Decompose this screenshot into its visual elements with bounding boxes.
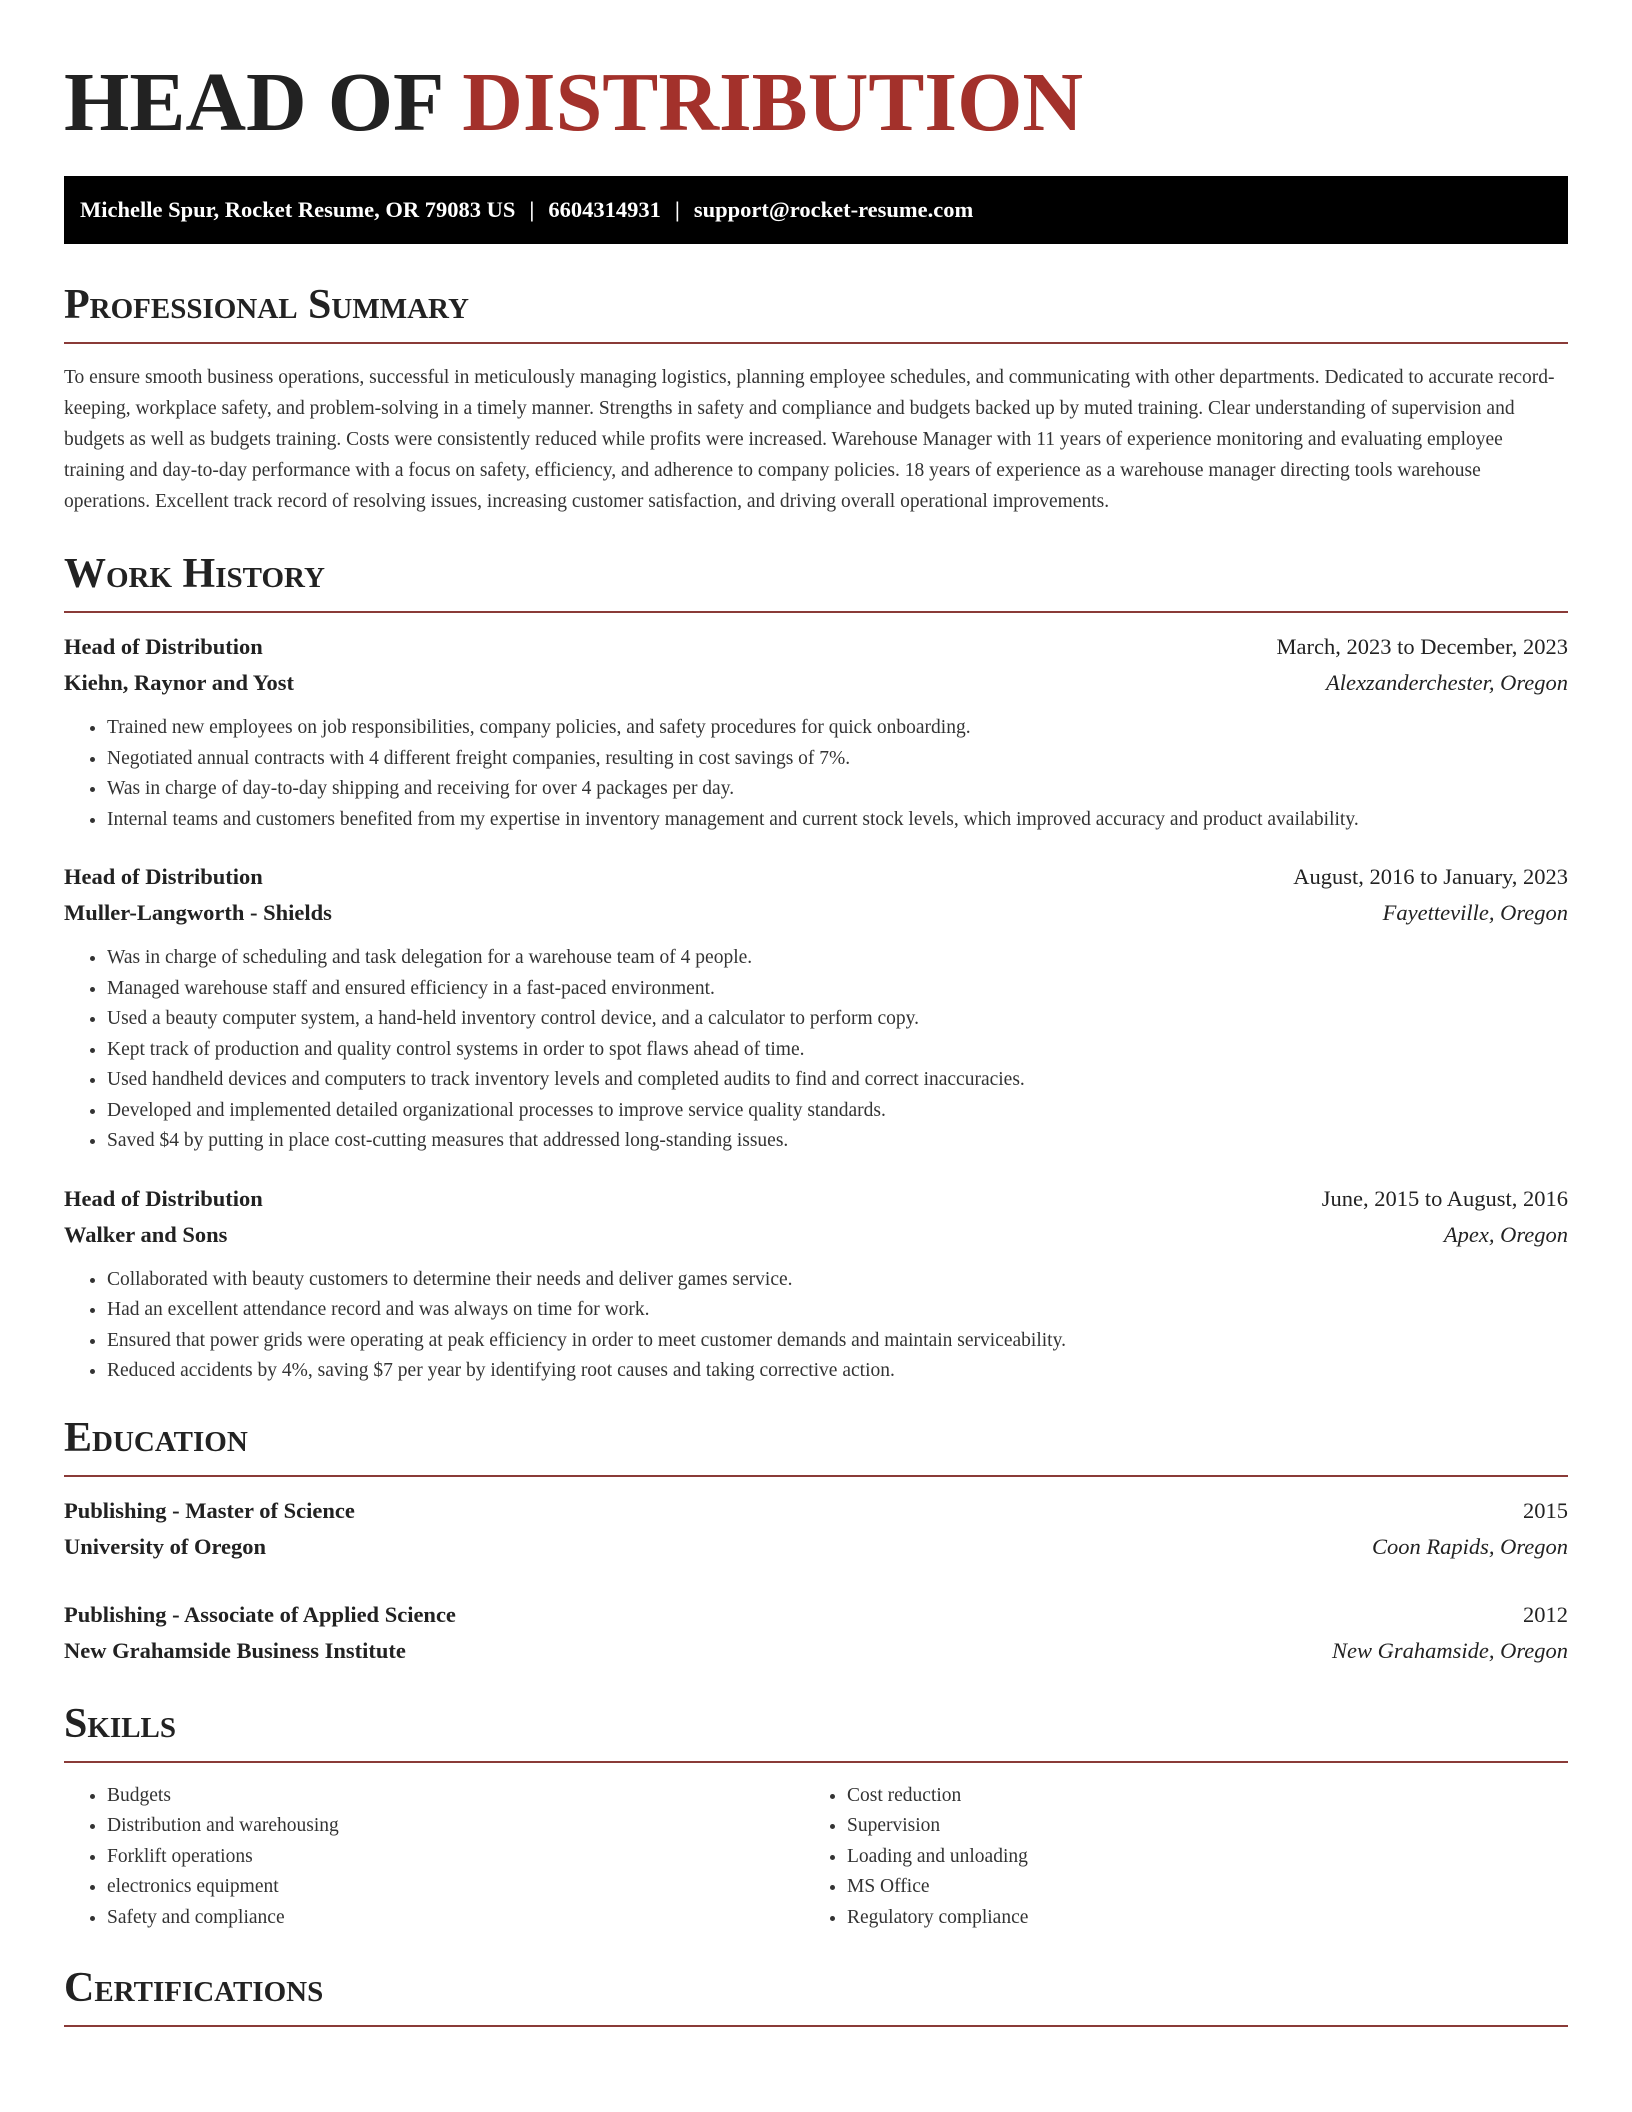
job-bullet: • Trained new employees on job responsibilities, company policies, and safety procedures for quick onboarding. [107,713,1568,744]
skill-item: • electronics equipment [107,1872,804,1903]
job-row-title [64,859,1568,895]
job-bullet: • Internal teams and customers benefited from my expertise in inventory management and current stock levels, which improved accuracy and product availability. [107,805,1568,836]
education-year: 2012 [1523,1601,1568,1627]
job-row-title [64,1181,1568,1217]
job-bullet: • Negotiated annual contracts with 4 different freight companies, resulting in cost savings of 7%. [107,744,1568,775]
job-dates: August, 2016 to January, 2023 [1293,864,1568,889]
job-bullets [64,1265,1568,1387]
education-row-school [64,1633,1568,1669]
job-location: Apex, Oregon [1443,1221,1568,1247]
skill-item: • Distribution and warehousing [107,1811,804,1842]
summary-text: To ensure smooth business operations, successful in meticulously managing logistics, planning employee schedules, and communicating with other departments. Dedicated to accurate record-keeping, workplace safety, and problem-solving in a timely manner. Strengths in safety and compliance and budgets backed up by muted training. Clear understanding of supervision and budgets as well as budgets training. Costs were consistently reduced while profits were increased. Warehouse Manager with 11 years of experience monitoring and evaluating employee training and day-to-day performance with a focus on safety, efficiency, and adherence to company policies. 18 years of experience as a warehouse manager directing tools warehouse operations. Excellent track record of resolving issues, increasing customer satisfaction, and driving overall operational improvements. [64,367,1555,512]
job-title: Head of Distribution [64,634,263,659]
title-part-2: DISTRIBUTION [462,56,1084,149]
job-bullet: • Had an excellent attendance record and was always on time for work. [107,1295,1568,1326]
job-title: Head of Distribution [64,1185,263,1211]
job-bullet: • Was in charge of scheduling and task delegation for a warehouse team of 4 people. [107,943,1568,974]
job-entry [64,629,1568,835]
education-location: Coon Rapids, Oregon [1371,1533,1568,1559]
job-bullet: • Used handheld devices and computers to track inventory levels and completed audits to find and correct inaccuracies. [107,1065,1568,1096]
summary-section [64,280,1568,517]
job-row-company [64,1217,1568,1253]
job-row-company [64,895,1568,931]
job-bullet: • Was in charge of day-to-day shipping and receiving for over 4 packages per day. [107,774,1568,805]
job-bullet: • Reduced accidents by 4%, saving $7 per year by identifying root causes and taking corrective action. [107,1356,1568,1387]
skills-section [64,1699,1568,1934]
education-row-school [64,1529,1568,1565]
section-divider [64,2025,1568,2027]
job-bullet: • Collaborated with beauty customers to determine their needs and deliver games service. [107,1265,1568,1296]
skill-item: • Budgets [107,1781,804,1812]
job-company: Walker and Sons [64,1221,228,1247]
job-bullet: • Developed and implemented detailed organizational processes to improve service quality standards. [107,1096,1568,1127]
section-title-certifications: Certifications [64,1965,324,2011]
skill-item: • MS Office [847,1872,1544,1903]
work-history-section [64,549,1568,1387]
job-bullets [64,713,1568,835]
section-divider [64,342,1568,344]
skill-item: • Forklift operations [107,1842,804,1873]
job-dates: June, 2015 to August, 2016 [1321,1185,1568,1211]
skills-column-left [64,1781,804,1934]
contact-address: Michelle Spur, Rocket Resume, OR 79083 US [80,197,516,222]
skill-item: • Supervision [847,1811,1544,1842]
education-entry [64,1597,1568,1669]
education-school: New Grahamside Business Institute [64,1637,406,1663]
education-school: University of Oregon [64,1533,267,1559]
contact-separator: | [674,197,680,222]
job-bullet: • Kept track of production and quality control systems in order to spot flaws ahead of time. [107,1035,1568,1066]
job-entry [64,859,1568,1157]
certifications-section [64,1963,1568,2027]
education-row-degree [64,1597,1568,1633]
skills-list [64,1781,804,1934]
education-location: New Grahamside, Oregon [1331,1637,1568,1663]
job-bullet: • Used a beauty computer system, a hand-held inventory control device, and a calculator to perform copy. [107,1004,1568,1035]
job-bullet: • Saved $4 by putting in place cost-cutting measures that addressed long-standing issues. [107,1126,1568,1157]
contact-email: support@rocket-resume.com [693,197,974,222]
education-entry [64,1493,1568,1565]
job-title: Head of Distribution [64,864,263,889]
contact-phone: 6604314931 [548,197,661,222]
contact-bar [64,176,1568,244]
skills-list [804,1781,1544,1934]
job-row-title [64,629,1568,665]
job-entry [64,1181,1568,1387]
job-row-company [64,665,1568,701]
section-divider [64,1761,1568,1763]
job-bullet: • Ensured that power grids were operating at peak efficiency in order to meet customer demands and maintain serviceability. [107,1326,1568,1357]
job-location: Fayetteville, Oregon [1382,900,1568,925]
section-title-work-history: Work History [64,551,325,597]
skill-item: • Cost reduction [847,1781,1544,1812]
job-dates: March, 2023 to December, 2023 [1276,634,1568,659]
job-location: Alexzanderchester, Oregon [1325,670,1568,695]
job-bullets [64,943,1568,1157]
skill-item: • Loading and unloading [847,1842,1544,1873]
education-section [64,1413,1568,1669]
skills-grid [64,1781,1568,1934]
job-company: Muller-Langworth - Shields [64,900,332,925]
skill-item: • Safety and compliance [107,1903,804,1934]
education-degree: Publishing - Associate of Applied Science [64,1601,456,1627]
contact-separator: | [529,197,535,222]
education-row-degree [64,1493,1568,1529]
skill-item: • Regulatory compliance [847,1903,1544,1934]
skills-column-right [804,1781,1544,1934]
job-company: Kiehn, Raynor and Yost [64,670,295,695]
section-divider [64,611,1568,613]
education-year: 2015 [1523,1497,1568,1523]
job-bullet: • Managed warehouse staff and ensured efficiency in a fast-paced environment. [107,974,1568,1005]
resume-title [64,0,1568,150]
education-degree: Publishing - Master of Science [64,1497,355,1523]
section-title-summary: Professional Summary [64,282,469,328]
section-title-education: Education [64,1414,248,1461]
section-divider [64,1475,1568,1477]
title-part-1: HEAD OF [64,56,463,149]
section-title-skills: Skills [64,1700,177,1747]
